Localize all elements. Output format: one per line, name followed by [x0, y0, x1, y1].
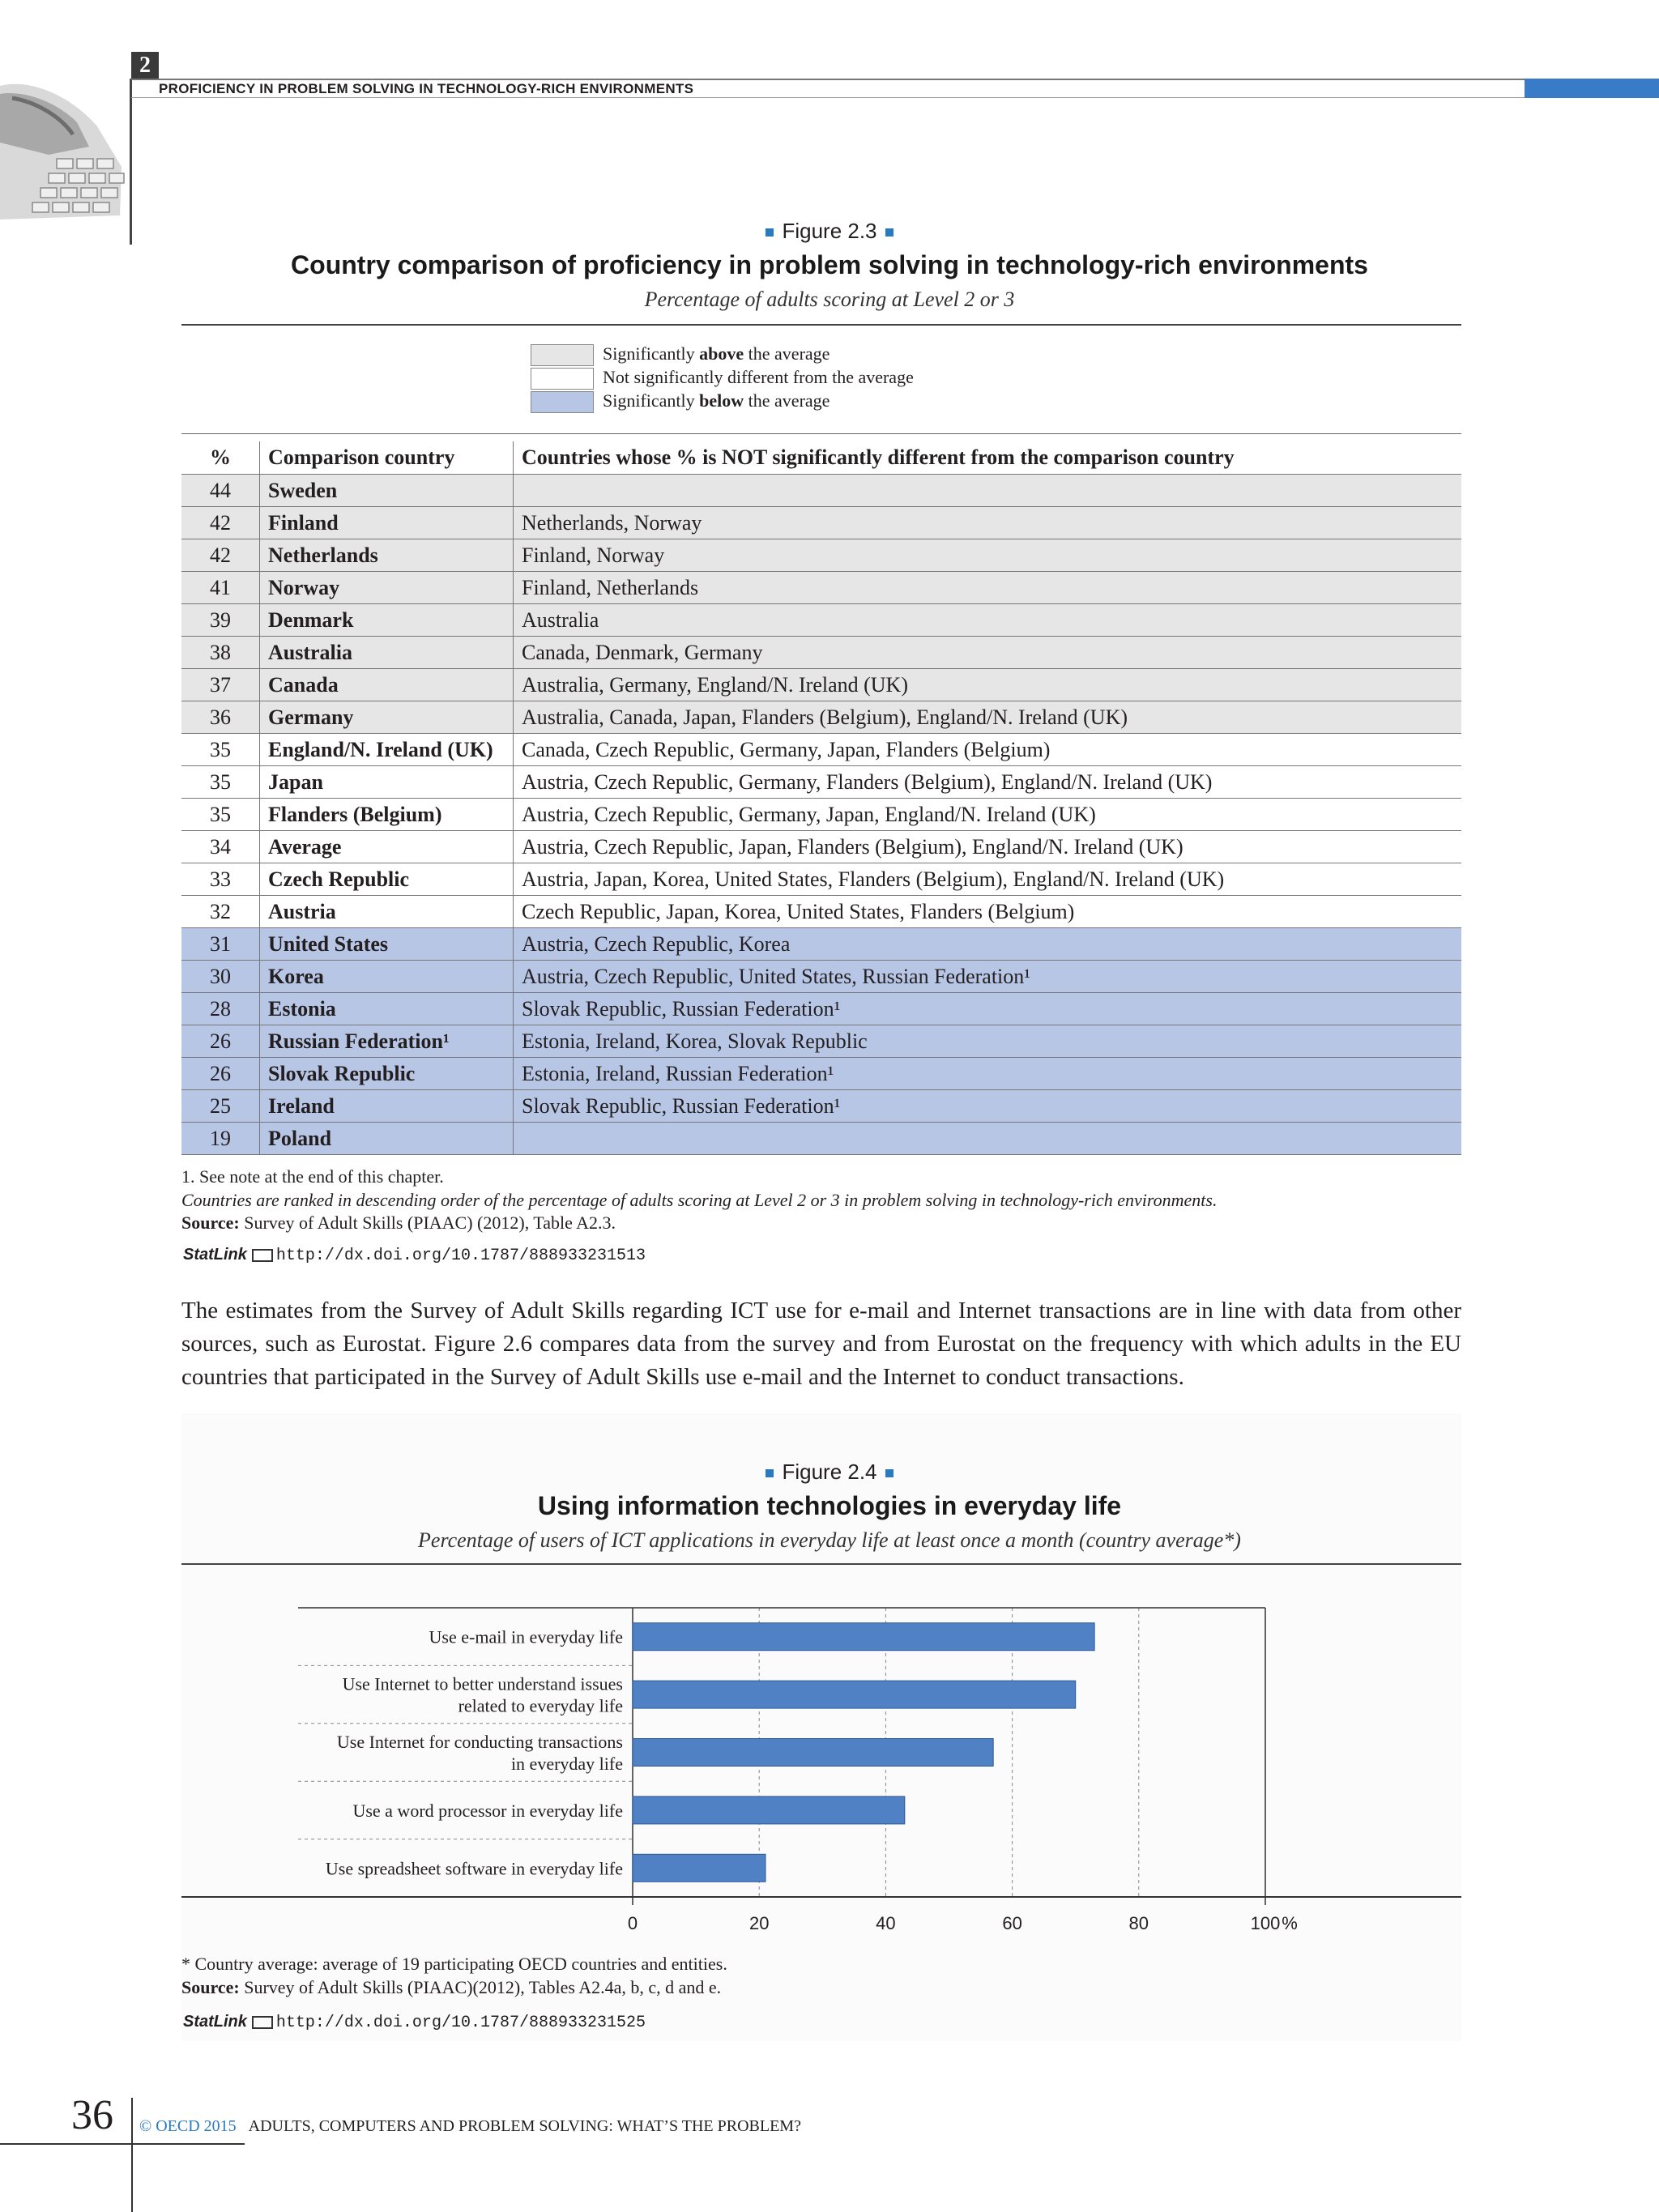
- legend-label-above: Significantly above the average: [603, 343, 830, 364]
- row-country: Japan: [260, 766, 514, 799]
- table-row: [181, 507, 1461, 539]
- statlink-2-3[interactable]: StatLink http://dx.doi.org/10.1787/888933231513: [183, 1246, 646, 1265]
- x-tick-label: 80: [1128, 1913, 1149, 1933]
- legend-swatch-same: [531, 368, 594, 390]
- row-others: Austria, Czech Republic, United States, Russian Federation¹: [514, 961, 1462, 993]
- square-bullet-icon: [885, 228, 893, 237]
- figure-2-4-subtitle: Percentage of users of ICT applications in everyday life at least once a month (country average*): [418, 1528, 1241, 1552]
- table-row: [181, 896, 1461, 928]
- body-paragraph: The estimates from the Survey of Adult Skills regarding ICT use for e-mail and Internet transactions are in line with data from other sources, such as Eurostat. Figure 2.6 compares data from the survey and from Eurostat on the frequency with which adults in the EU countries that participated in the Survey of Adult Skills use e-mail and the Internet to conduct transactions.: [181, 1298, 1461, 1390]
- statlink-url[interactable]: http://dx.doi.org/10.1787/888933231525: [275, 2014, 646, 2032]
- legend-swatch-below: [531, 391, 594, 413]
- table-row: [181, 604, 1461, 637]
- row-pct: 35: [181, 734, 260, 766]
- table-top-rule: [181, 433, 1461, 434]
- x-unit-label: %: [1282, 1913, 1298, 1933]
- table-row: [181, 539, 1461, 572]
- header-rule-bottom: [131, 97, 1525, 98]
- row-country: Norway: [260, 572, 514, 604]
- legend-label-same: Not significantly different from the average: [603, 367, 914, 387]
- table-row: [181, 637, 1461, 669]
- category-label: in everyday life: [510, 1754, 623, 1774]
- book-title: ADULTS, COMPUTERS AND PROBLEM SOLVING: WHAT’S THE PROBLEM?: [248, 2117, 801, 2135]
- row-country: Slovak Republic: [260, 1058, 514, 1090]
- row-country: Average: [260, 831, 514, 863]
- square-bullet-icon: [766, 228, 774, 237]
- figure-2-4-title: Using information technologies in everyday life: [537, 1491, 1122, 1520]
- category-label: Use a word processor in everyday life: [352, 1800, 623, 1821]
- row-country: Finland: [260, 507, 514, 539]
- footer-text: [139, 2117, 801, 2136]
- row-pct: 19: [181, 1123, 260, 1155]
- chapter-number-badge: 2: [131, 52, 159, 79]
- row-others: Czech Republic, Japan, Korea, United States, Flanders (Belgium): [514, 896, 1462, 928]
- table-row: [181, 475, 1461, 507]
- figure-2-3-title: Country comparison of proficiency in problem solving in technology-rich environments: [291, 250, 1368, 279]
- row-country: Ireland: [260, 1090, 514, 1123]
- table-row: [181, 701, 1461, 734]
- row-pct: 26: [181, 1025, 260, 1058]
- bar: [633, 1623, 1094, 1651]
- figure-2-3-top-rule: [181, 324, 1461, 326]
- row-country: Canada: [260, 669, 514, 701]
- legend-label-below: Significantly below the average: [603, 390, 830, 411]
- row-others: Finland, Netherlands: [514, 572, 1462, 604]
- row-others: Austria, Czech Republic, Germany, Flanders (Belgium), England/N. Ireland (UK): [514, 766, 1462, 799]
- running-title: PROFICIENCY IN PROBLEM SOLVING IN TECHNOLOGY-RICH ENVIRONMENTS: [159, 81, 694, 96]
- statlink-url[interactable]: http://dx.doi.org/10.1787/888933231513: [275, 1247, 646, 1265]
- row-country: Denmark: [260, 604, 514, 637]
- row-pct: 35: [181, 766, 260, 799]
- figure-2-3-subtitle: Percentage of adults scoring at Level 2 or 3: [644, 288, 1015, 311]
- row-others: Australia, Canada, Japan, Flanders (Belgium), England/N. Ireland (UK): [514, 701, 1462, 734]
- table-row: [181, 1025, 1461, 1058]
- ict-usage-bar-chart: [181, 1596, 1461, 1936]
- row-others: Canada, Czech Republic, Germany, Japan, Flanders (Belgium): [514, 734, 1462, 766]
- bar: [633, 1854, 766, 1882]
- row-pct: 39: [181, 604, 260, 637]
- x-tick-label: 100: [1250, 1913, 1281, 1933]
- bar: [633, 1739, 993, 1767]
- row-pct: 28: [181, 993, 260, 1025]
- row-others: Austria, Czech Republic, Japan, Flanders (Belgium), England/N. Ireland (UK): [514, 831, 1462, 863]
- row-country: Korea: [260, 961, 514, 993]
- row-country: Australia: [260, 637, 514, 669]
- footer-rule: [0, 2143, 245, 2145]
- bar: [633, 1796, 905, 1824]
- bar: [633, 1681, 1076, 1708]
- row-others: Australia, Germany, England/N. Ireland (UK): [514, 669, 1462, 701]
- category-label: Use e-mail in everyday life: [429, 1626, 623, 1647]
- row-country: Flanders (Belgium): [260, 799, 514, 831]
- column-header-comparison: Comparison country: [260, 441, 514, 475]
- table-row: [181, 1123, 1461, 1155]
- row-others: Austria, Czech Republic, Germany, Japan, England/N. Ireland (UK): [514, 799, 1462, 831]
- row-others: Estonia, Ireland, Russian Federation¹: [514, 1058, 1462, 1090]
- table-header-row: [181, 441, 1461, 475]
- category-label: related to everyday life: [458, 1695, 623, 1716]
- row-others: Estonia, Ireland, Korea, Slovak Republic: [514, 1025, 1462, 1058]
- category-label: Use Internet to better understand issues: [342, 1673, 623, 1694]
- table-row: [181, 928, 1461, 961]
- row-pct: 34: [181, 831, 260, 863]
- country-comparison-table: [181, 441, 1461, 1155]
- column-header-pct: %: [181, 441, 260, 475]
- x-tick-label: 40: [876, 1913, 896, 1933]
- copyright: © OECD 2015: [139, 2117, 237, 2135]
- statlink-logo-icon: [252, 1249, 273, 1262]
- table-row: [181, 734, 1461, 766]
- x-tick-label: 0: [627, 1913, 638, 1933]
- row-pct: 26: [181, 1058, 260, 1090]
- row-pct: 30: [181, 961, 260, 993]
- figure-2-4-top-rule: [181, 1563, 1461, 1565]
- ranking-note: Countries are ranked in descending order of the percentage of adults scoring at Level 2 or 3 in problem solving in technology-rich environments.: [181, 1190, 1218, 1210]
- row-country: Estonia: [260, 993, 514, 1025]
- footnote-1: 1. See note at the end of this chapter.: [181, 1166, 444, 1187]
- figure-2-4-label: Figure 2.4: [0, 1460, 1659, 1485]
- country-average-note: * Country average: average of 19 participating OECD countries and entities.: [181, 1954, 727, 1974]
- figure-2-3-label: Figure 2.3: [0, 219, 1659, 244]
- row-others: [514, 475, 1462, 507]
- row-others: Austria, Japan, Korea, United States, Flanders (Belgium), England/N. Ireland (UK): [514, 863, 1462, 896]
- row-others: [514, 1123, 1462, 1155]
- table-row: [181, 799, 1461, 831]
- table-row: [181, 1058, 1461, 1090]
- table-row: [181, 863, 1461, 896]
- row-pct: 44: [181, 475, 260, 507]
- row-pct: 36: [181, 701, 260, 734]
- row-country: Austria: [260, 896, 514, 928]
- row-pct: 31: [181, 928, 260, 961]
- legend-swatch-above: [531, 344, 594, 366]
- row-country: United States: [260, 928, 514, 961]
- x-tick-label: 20: [748, 1913, 770, 1933]
- row-country: Netherlands: [260, 539, 514, 572]
- row-country: England/N. Ireland (UK): [260, 734, 514, 766]
- row-country: Germany: [260, 701, 514, 734]
- square-bullet-icon: [766, 1469, 774, 1477]
- statlink-2-4[interactable]: StatLink http://dx.doi.org/10.1787/888933231525: [183, 2013, 646, 2032]
- footer-vertical-rule: [131, 2098, 133, 2212]
- row-others: Slovak Republic, Russian Federation¹: [514, 993, 1462, 1025]
- row-others: Australia: [514, 604, 1462, 637]
- table-row: [181, 572, 1461, 604]
- table-row: [181, 831, 1461, 863]
- row-pct: 32: [181, 896, 260, 928]
- category-label: Use spreadsheet software in everyday life: [325, 1858, 623, 1879]
- table-row: [181, 993, 1461, 1025]
- row-others: Austria, Czech Republic, Korea: [514, 928, 1462, 961]
- row-others: Finland, Norway: [514, 539, 1462, 572]
- row-pct: 37: [181, 669, 260, 701]
- row-country: Czech Republic: [260, 863, 514, 896]
- statlink-logo-icon: [252, 2016, 273, 2029]
- row-country: Sweden: [260, 475, 514, 507]
- header-rule-top: [131, 79, 1525, 80]
- row-pct: 41: [181, 572, 260, 604]
- row-others: Slovak Republic, Russian Federation¹: [514, 1090, 1462, 1123]
- row-country: Poland: [260, 1123, 514, 1155]
- table-row: [181, 961, 1461, 993]
- header-accent-bar: [1525, 79, 1659, 98]
- source-note: Source: Survey of Adult Skills (PIAAC) (2012), Table A2.3.: [181, 1213, 616, 1233]
- square-bullet-icon: [885, 1469, 893, 1477]
- keyboard-photo: [0, 78, 128, 224]
- x-tick-label: 60: [1002, 1913, 1022, 1933]
- source-note-2-4: Source: Survey of Adult Skills (PIAAC)(2012), Tables A2.4a, b, c, d and e.: [181, 1977, 722, 1997]
- row-country: Russian Federation¹: [260, 1025, 514, 1058]
- table-row: [181, 1090, 1461, 1123]
- row-pct: 38: [181, 637, 260, 669]
- page-number: 36: [71, 2092, 113, 2138]
- category-label: Use Internet for conducting transactions: [336, 1732, 623, 1752]
- row-pct: 25: [181, 1090, 260, 1123]
- row-pct: 35: [181, 799, 260, 831]
- row-others: Netherlands, Norway: [514, 507, 1462, 539]
- row-pct: 42: [181, 539, 260, 572]
- row-pct: 42: [181, 507, 260, 539]
- table-row: [181, 766, 1461, 799]
- row-others: Canada, Denmark, Germany: [514, 637, 1462, 669]
- table-row: [181, 669, 1461, 701]
- row-pct: 33: [181, 863, 260, 896]
- column-header-others: Countries whose % is NOT significantly different from the comparison country: [514, 441, 1462, 475]
